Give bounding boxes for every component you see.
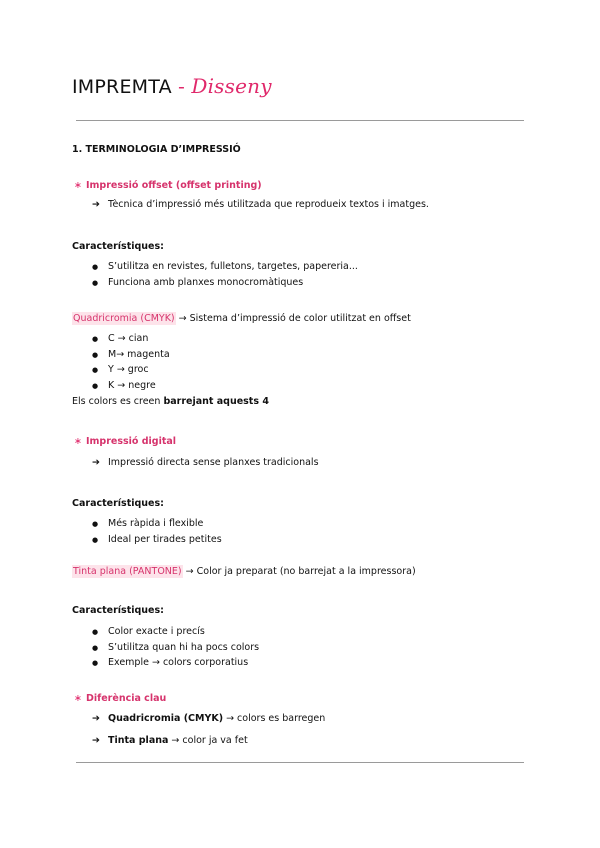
title-separator: - [171,76,192,98]
bullet-icon: ● [92,350,99,359]
list-item [92,642,259,653]
cmyk-mix-note [72,396,269,407]
digital-description-text: Impressió directa sense planxes tradicionals [108,457,319,468]
bullet-icon: ● [92,365,99,374]
list-item-text: Color exacte i precís [108,626,205,637]
difference-term: Quadricromia (CMYK) [108,713,224,724]
list-item-text: Exemple → colors corporatius [108,657,249,668]
bullet-icon: ● [92,334,99,343]
offset-description-text: Tècnica d’impressió més utilitzada que reprodueix textos i imatges. [108,199,429,210]
bullet-icon: ● [92,381,99,390]
bullet-icon: ● [92,519,99,528]
list-item [92,534,222,545]
mix-prefix: Els colors es creen [72,396,164,407]
list-item-text: Funciona amb planxes monocromàtiques [108,277,304,288]
section-heading: 1. TERMINOLOGIA D’IMPRESSIÓ [72,144,241,155]
list-item-text: S’utilitza en revistes, fulletons, targetes, papereria... [108,261,358,272]
digital-description [92,457,319,468]
arrow-icon: ➔ [92,713,100,724]
arrow-icon: ➔ [92,199,100,210]
list-item [92,333,148,344]
star-icon: ∗ [74,693,82,704]
list-item [92,518,203,529]
bullet-icon: ● [92,262,99,271]
cmyk-def-text: → Sistema d’impressió de color utilitzat en offset [175,313,411,324]
pantone-definition [72,566,416,577]
list-item [92,277,303,288]
difference-item-cmyk [92,713,325,724]
digital-heading [74,436,176,447]
bullet-icon: ● [92,535,99,544]
difference-heading-text: Diferència clau [85,693,167,704]
list-item [92,364,149,375]
list-item-text: Y → groc [108,364,149,375]
mix-bold: barrejant aquests 4 [163,396,269,407]
list-item [92,261,358,272]
offset-heading-text: Impressió offset (offset printing) [85,180,262,191]
bullet-icon: ● [92,658,99,667]
arrow-icon: ➔ [92,457,100,468]
offset-heading [74,180,262,191]
offset-characteristics-label: Característiques: [72,241,164,252]
difference-term: Tinta plana [108,735,169,746]
difference-text: → colors es barregen [223,713,326,724]
bottom-divider [76,762,524,763]
list-item-text: Més ràpida i flexible [108,518,204,529]
list-item [92,657,248,668]
bullet-icon: ● [92,278,99,287]
pantone-def-text: → Color ja preparat (no barrejat a la impressora) [182,566,416,577]
list-item [92,626,205,637]
difference-heading [74,693,166,704]
top-divider [76,120,524,121]
list-item [92,380,156,391]
digital-heading-text: Impressió digital [85,436,177,447]
pantone-term: Tinta plana (PANTONE) [73,566,182,577]
cmyk-term: Quadricromia (CMYK) [73,313,175,324]
bullet-icon: ● [92,627,99,636]
difference-text: → color ja va fet [168,735,248,746]
cmyk-definition [72,313,411,324]
offset-description [92,199,429,210]
list-item-text: Ideal per tirades petites [108,534,222,545]
title-subtitle: Disseny [191,74,272,98]
list-item-text: S’utilitza quan hi ha pocs colors [108,642,260,653]
pantone-characteristics-label: Característiques: [72,605,164,616]
title-main: IMPREMTA [72,76,172,98]
star-icon: ∗ [74,436,82,447]
page-title [72,74,272,98]
list-item-text: K → negre [108,380,156,391]
difference-item-pantone [92,735,248,746]
digital-characteristics-label: Característiques: [72,498,164,509]
list-item-text: M→ magenta [108,349,170,360]
bullet-icon: ● [92,643,99,652]
list-item-text: C → cian [108,333,149,344]
star-icon: ∗ [74,180,82,191]
arrow-icon: ➔ [92,735,100,746]
list-item [92,349,170,360]
